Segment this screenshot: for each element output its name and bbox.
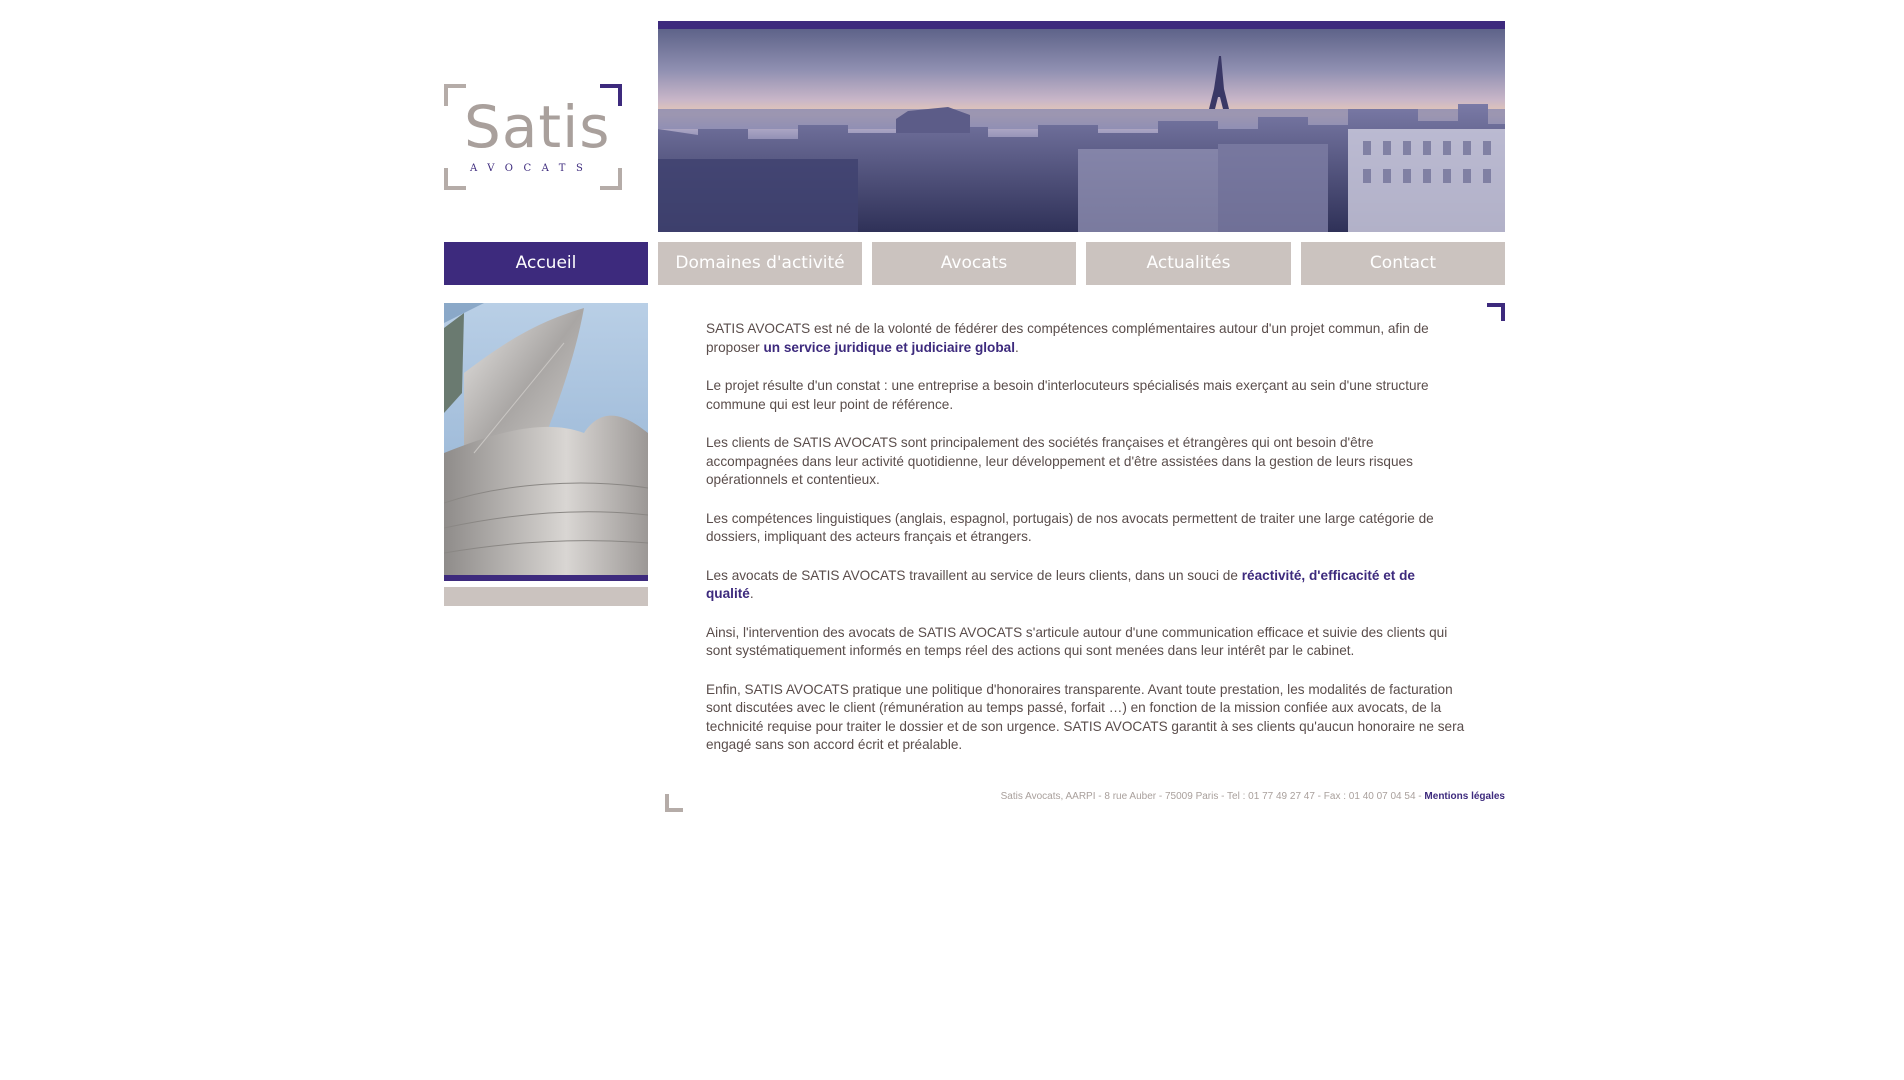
- side-image-block: [444, 303, 648, 606]
- side-stripe-grey: [444, 587, 648, 606]
- paragraph-intro-end: .: [1015, 339, 1019, 355]
- main-content: [706, 320, 1466, 775]
- legal-notice-link[interactable]: Mentions légales: [1424, 791, 1505, 802]
- logo-bracket-bottom-right: [600, 168, 622, 190]
- paragraph-constat: Le projet résulte d'un constat : une entreprise a besoin d'interlocuteurs spécialisés mais exerçant au sein d'une structure commune qui est leur point de référence.: [706, 378, 1429, 412]
- paragraph-clients: Les clients de SATIS AVOCATS sont principalement des sociétés françaises et étrangères qui ont besoin d'être accompagnées dans leur activité quotidienne, leur développement et d'être assistées dans la gestion de leurs risques opérationnels et contentieux.: [706, 435, 1413, 487]
- architecture-photo: [444, 303, 648, 575]
- logo-bracket-bottom-left: [444, 168, 466, 190]
- architecture-illustration: [444, 303, 648, 575]
- banner-top-bar: [658, 21, 1505, 29]
- logo-wordmark: Satis: [464, 93, 611, 161]
- paragraph-service: [706, 567, 1466, 604]
- highlight-service-global: un service juridique et judiciaire global: [763, 339, 1015, 355]
- highlight-qualite: réactivité, d'efficacité et de qualité: [706, 567, 1415, 601]
- footer-address: Satis Avocats, AARPI - 8 rue Auber - 75009 Paris - Tel : 01 77 49 27 47 - Fax : 01 40 07 04 54 -: [1000, 791, 1425, 802]
- site-logo[interactable]: [444, 84, 622, 190]
- paragraph-service-text: Les avocats de SATIS AVOCATS travaillent au service de leurs clients, dans un souci de: [706, 567, 1242, 583]
- nav-item-domaines[interactable]: Domaines d'activité: [658, 242, 862, 285]
- paragraph-honoraires: Enfin, SATIS AVOCATS pratique une politique d'honoraires transparente. Avant toute prestation, les modalités de facturation sont discutées avec le client (rémunération au temps passé, forfait …) en fonction de la mission confiée aux avocats, de la technicité requise pour traiter le dossier et de son urgence. SATIS AVOCATS garantit à ses clients qu'aucun honoraire ne sera engagé sans son accord écrit et préalable.: [706, 681, 1465, 752]
- logo-tagline: AVOCATS: [470, 163, 594, 174]
- nav-item-accueil[interactable]: Accueil: [444, 242, 648, 285]
- logo-bracket-top-left: [444, 84, 466, 106]
- paragraph-langues: Les compétences linguistiques (anglais, espagnol, portugais) de nos avocats permettent de traiter une large catégorie de dossiers, impliquant des acteurs français et étrangers.: [706, 510, 1434, 544]
- header-banner-image: [658, 21, 1505, 232]
- nav-item-avocats[interactable]: Avocats: [872, 242, 1076, 285]
- page: [444, 0, 1505, 1080]
- paragraph-intro: [706, 320, 1466, 357]
- paragraph-communication: Ainsi, l'intervention des avocats de SATIS AVOCATS s'articule autour d'une communication efficace et suivie des clients qui sont systématiquement informés en temps réel des actions qui sont menées dans leur intérêt par le cabinet.: [706, 624, 1448, 658]
- nav-item-actualites[interactable]: Actualités: [1086, 242, 1291, 285]
- nav-item-contact[interactable]: Contact: [1301, 242, 1505, 285]
- content-corner-bottom-left: [665, 794, 683, 812]
- footer: [1001, 791, 1505, 802]
- content-corner-top-right: [1487, 303, 1505, 321]
- paragraph-intro-text: SATIS AVOCATS est né de la volonté de fédérer des compétences complémentaires autour d'un projet commun, afin de proposer: [706, 321, 1429, 355]
- paris-skyline-illustration: [658, 29, 1505, 232]
- paragraph-service-end: .: [749, 586, 754, 601]
